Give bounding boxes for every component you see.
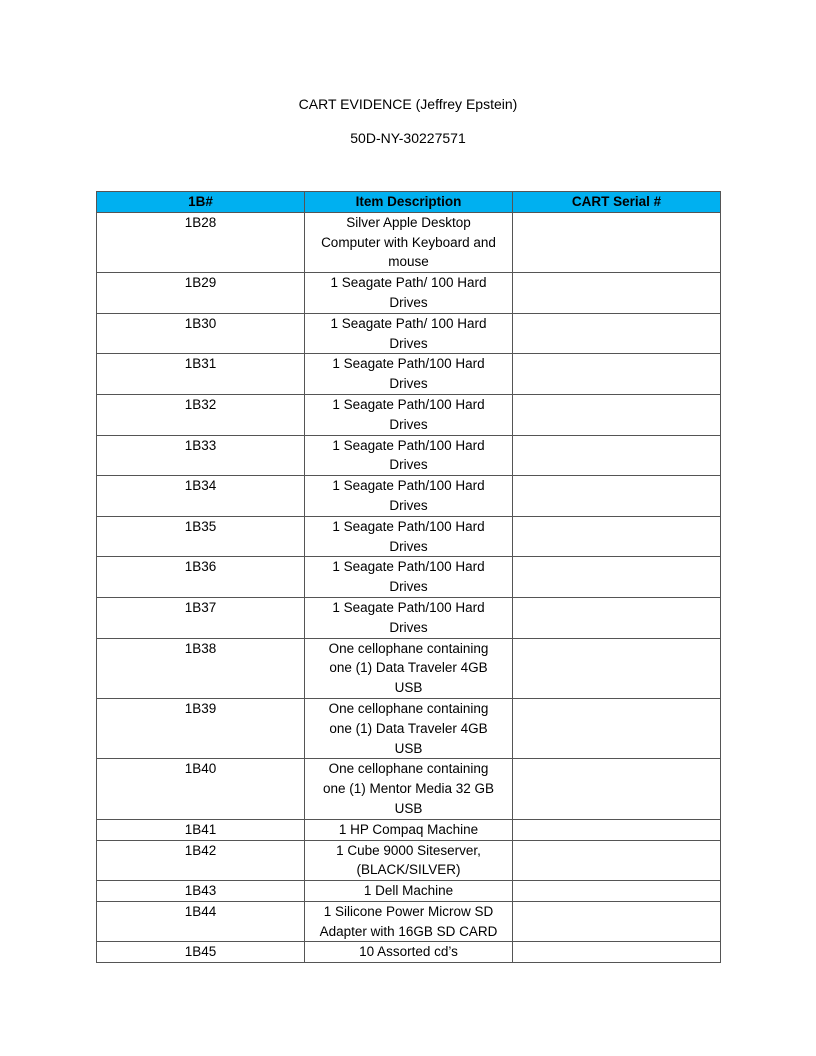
cell-1b-number: 1B42	[97, 840, 305, 881]
cell-1b-number: 1B33	[97, 435, 305, 476]
header-1b-number: 1B#	[97, 192, 305, 213]
header-cart-serial: CART Serial #	[513, 192, 721, 213]
table-row	[97, 901, 721, 942]
cell-cart-serial	[513, 516, 721, 557]
table-row	[97, 476, 721, 517]
cell-item-description: 1 Seagate Path/100 Hard Drives	[305, 476, 513, 517]
table-row	[97, 840, 721, 881]
cell-item-description: One cellophane containing one (1) Data Traveler 4GB USB	[305, 698, 513, 758]
cell-item-description: 1 Seagate Path/ 100 Hard Drives	[305, 313, 513, 354]
cell-cart-serial	[513, 273, 721, 314]
cell-item-description: 1 Silicone Power Microw SD Adapter with 16GB SD CARD	[305, 901, 513, 942]
evidence-table	[96, 191, 721, 963]
cell-1b-number: 1B44	[97, 901, 305, 942]
cell-1b-number: 1B31	[97, 354, 305, 395]
cell-item-description: 1 Seagate Path/100 Hard Drives	[305, 354, 513, 395]
cell-1b-number: 1B40	[97, 759, 305, 819]
cell-item-description: 1 Seagate Path/ 100 Hard Drives	[305, 273, 513, 314]
cell-cart-serial	[513, 435, 721, 476]
cell-item-description: 1 Dell Machine	[305, 881, 513, 902]
cell-1b-number: 1B38	[97, 638, 305, 698]
cell-cart-serial	[513, 840, 721, 881]
cell-item-description: 1 Seagate Path/100 Hard Drives	[305, 516, 513, 557]
cell-1b-number: 1B30	[97, 313, 305, 354]
table-row	[97, 638, 721, 698]
table-row	[97, 759, 721, 819]
cell-cart-serial	[513, 819, 721, 840]
cell-item-description: One cellophane containing one (1) Data Traveler 4GB USB	[305, 638, 513, 698]
cell-cart-serial	[513, 313, 721, 354]
cell-item-description: 1 Seagate Path/100 Hard Drives	[305, 435, 513, 476]
cell-item-description: 1 Seagate Path/100 Hard Drives	[305, 597, 513, 638]
table-row	[97, 516, 721, 557]
cell-item-description: Silver Apple Desktop Computer with Keyboard and mouse	[305, 212, 513, 272]
table-row	[97, 597, 721, 638]
table-row	[97, 698, 721, 758]
cell-1b-number: 1B34	[97, 476, 305, 517]
cell-1b-number: 1B36	[97, 557, 305, 598]
document-title: CART EVIDENCE (Jeffrey Epstein)	[298, 96, 518, 112]
cell-cart-serial	[513, 698, 721, 758]
table-row	[97, 557, 721, 598]
table-row	[97, 354, 721, 395]
cell-cart-serial	[513, 942, 721, 963]
cell-1b-number: 1B39	[97, 698, 305, 758]
cell-cart-serial	[513, 557, 721, 598]
cell-cart-serial	[513, 901, 721, 942]
table-row	[97, 435, 721, 476]
cell-1b-number: 1B32	[97, 394, 305, 435]
cell-1b-number: 1B37	[97, 597, 305, 638]
table-row	[97, 273, 721, 314]
table-row	[97, 942, 721, 963]
header-item-description: Item Description	[305, 192, 513, 213]
table-row	[97, 212, 721, 272]
cell-cart-serial	[513, 759, 721, 819]
cell-cart-serial	[513, 638, 721, 698]
cell-item-description: 1 HP Compaq Machine	[305, 819, 513, 840]
cell-1b-number: 1B35	[97, 516, 305, 557]
case-number: 50D-NY-30227571	[350, 130, 466, 146]
cell-cart-serial	[513, 881, 721, 902]
table-row	[97, 313, 721, 354]
table-body	[97, 212, 721, 962]
cell-cart-serial	[513, 394, 721, 435]
cell-1b-number: 1B45	[97, 942, 305, 963]
table-row	[97, 881, 721, 902]
cell-1b-number: 1B41	[97, 819, 305, 840]
cell-item-description: 1 Seagate Path/100 Hard Drives	[305, 557, 513, 598]
cell-item-description: One cellophane containing one (1) Mentor Media 32 GB USB	[305, 759, 513, 819]
cell-1b-number: 1B43	[97, 881, 305, 902]
table-row	[97, 819, 721, 840]
table-header-row	[97, 192, 721, 213]
cell-1b-number: 1B28	[97, 212, 305, 272]
cell-cart-serial	[513, 597, 721, 638]
cell-cart-serial	[513, 476, 721, 517]
table-row	[97, 394, 721, 435]
cell-item-description: 10 Assorted cd’s	[305, 942, 513, 963]
cell-cart-serial	[513, 354, 721, 395]
cell-1b-number: 1B29	[97, 273, 305, 314]
cell-item-description: 1 Seagate Path/100 Hard Drives	[305, 394, 513, 435]
cell-cart-serial	[513, 212, 721, 272]
cell-item-description: 1 Cube 9000 Siteserver, (BLACK/SILVER)	[305, 840, 513, 881]
